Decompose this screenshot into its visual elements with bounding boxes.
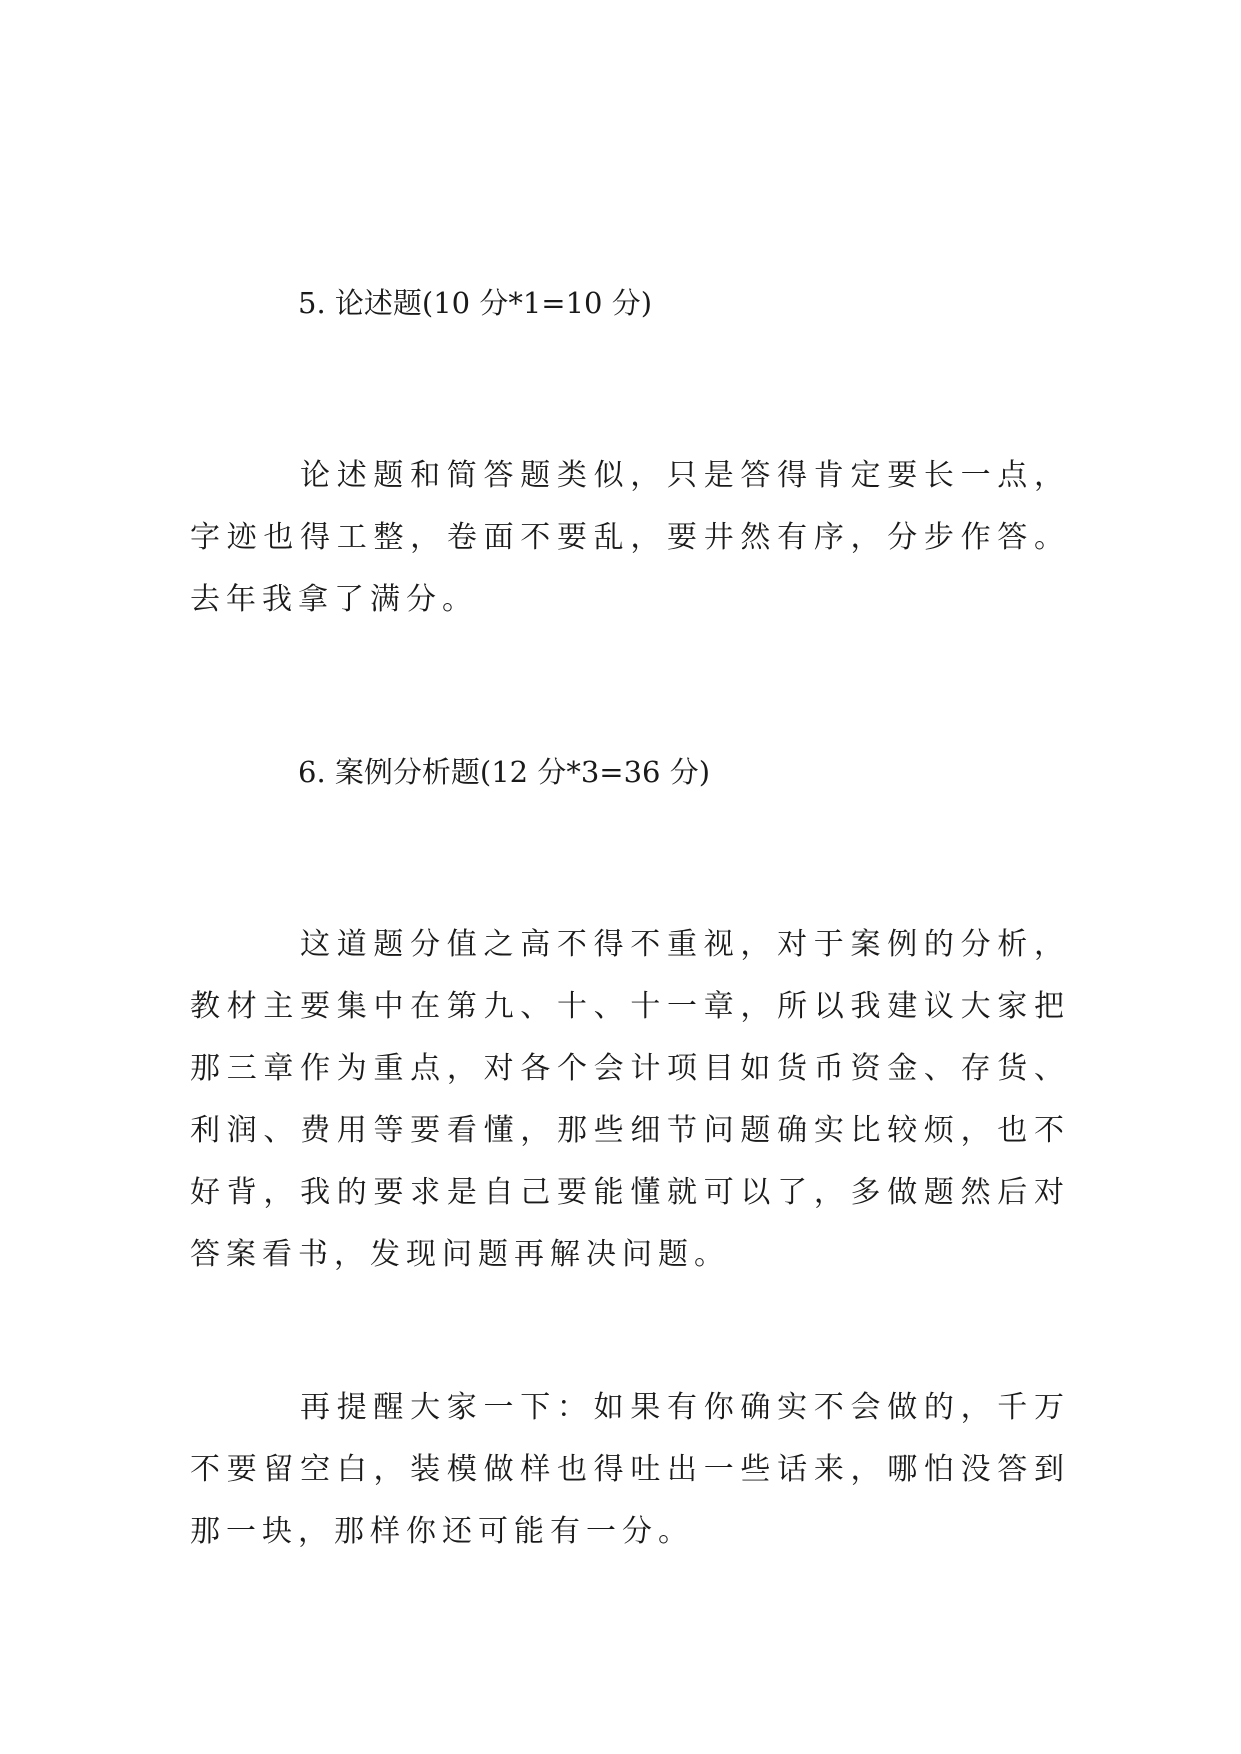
reminder-paragraph: 再提醒大家一下：如果有你确实不会做的，千万不要留空白，装模做样也得吐出一些话来，哪怕没答到那一块，那样你还可能有一分。	[190, 1390, 1070, 1549]
section-heading-essay: 5. 论述题(10 分*1=10 分)	[298, 286, 653, 320]
section-paragraph-case-analysis: 这道题分值之高不得不重视，对于案例的分析，教材主要集中在第九、十、十一章，所以我建议大家把那三章作为重点，对各个会计项目如货币资金、存货、利润、费用等要看懂，那些细节问题确实比较烦，也不好背，我的要求是自己要能懂就可以了，多做题然后对答案看书，发现问题再解决问题。	[190, 927, 1070, 1272]
section-heading-case-analysis: 6. 案例分析题(12 分*3=36 分)	[298, 755, 711, 789]
section-paragraph-essay: 论述题和简答题类似，只是答得肯定要长一点，字迹也得工整，卷面不要乱，要井然有序，分步作答。去年我拿了满分。	[190, 458, 1070, 617]
